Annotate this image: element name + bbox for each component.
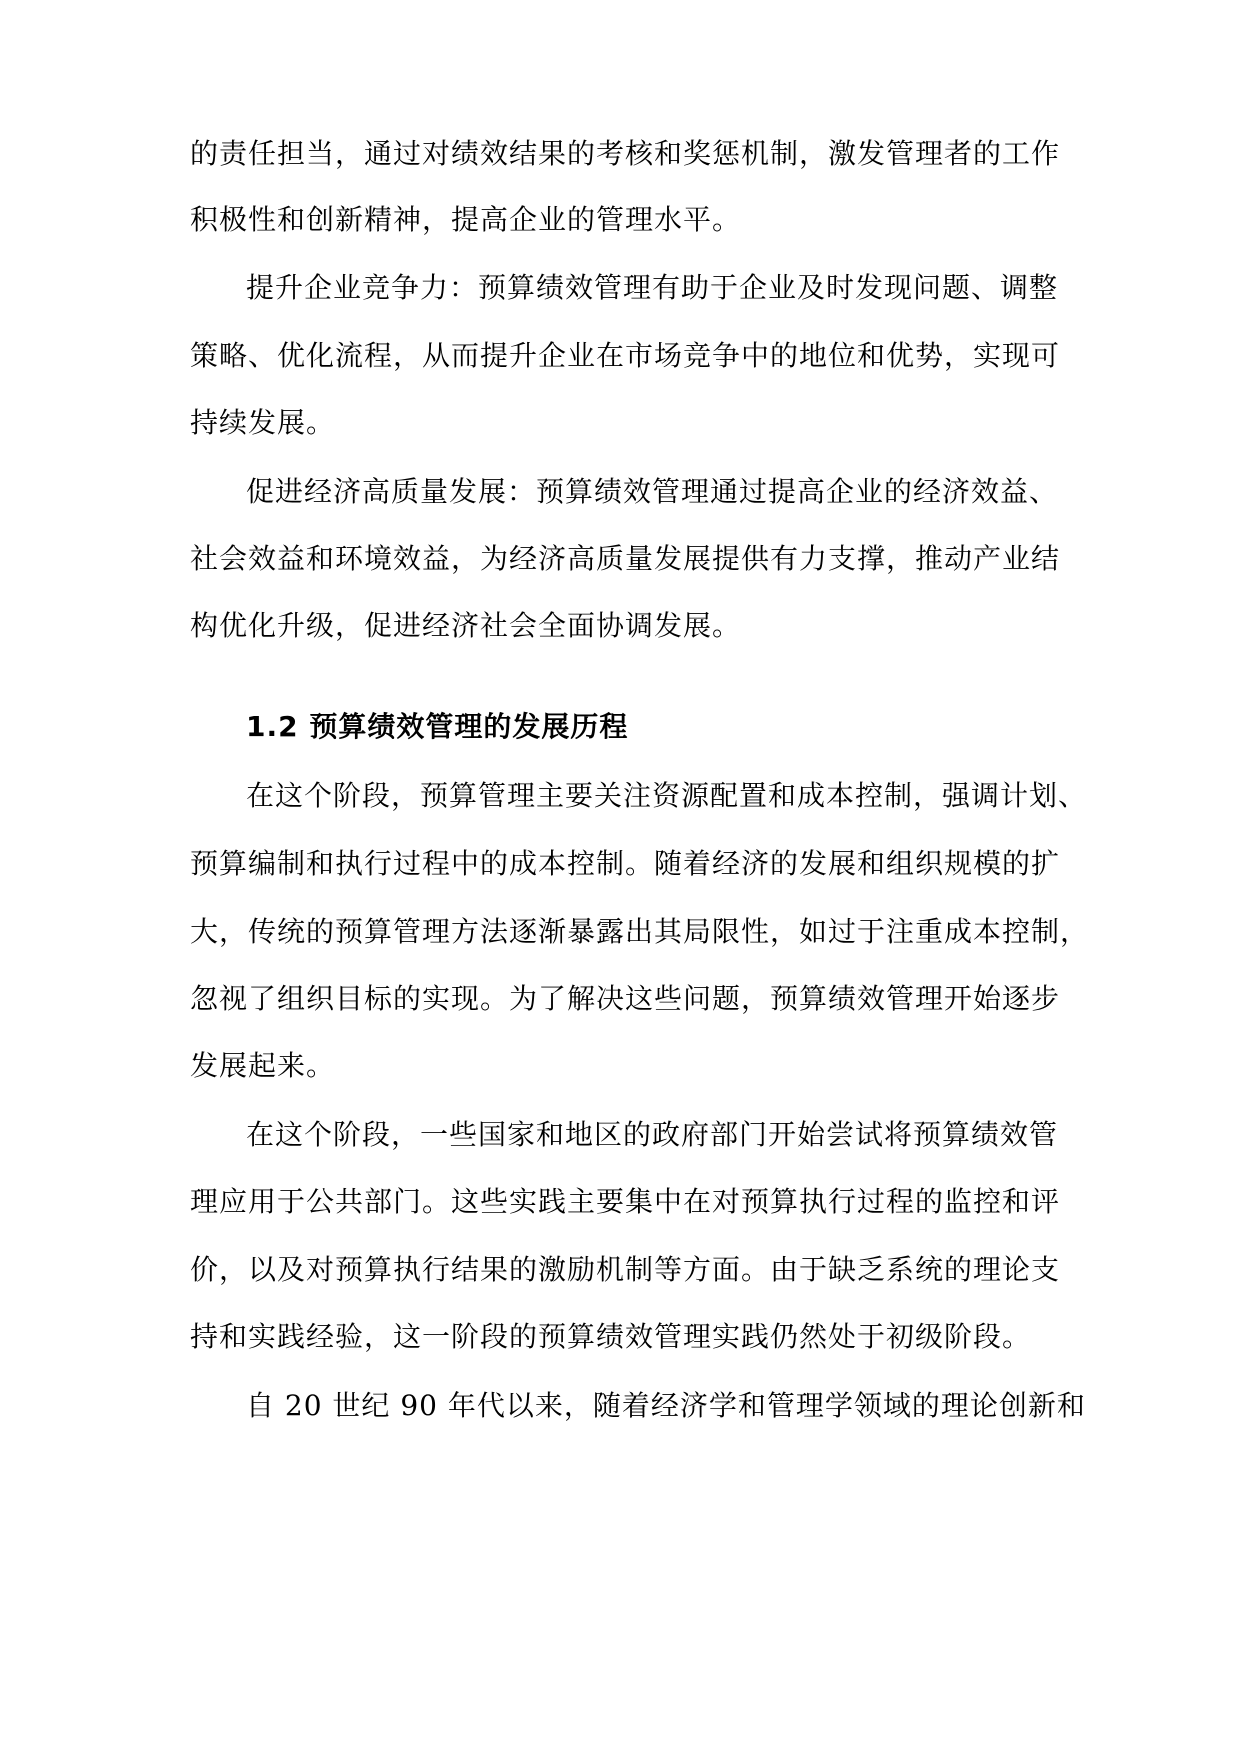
paragraph-line: 在这个阶段，一些国家和地区的政府部门开始尝试将预算绩效管 [246, 1118, 1059, 1151]
paragraph-line: 发展起来。 [190, 1049, 336, 1082]
paragraph-line: 在这个阶段，预算管理主要关注资源配置和成本控制，强调计划、 [246, 779, 1088, 812]
paragraph-line: 社会效益和环境效益，为经济高质量发展提供有力支撑，推动产业结 [190, 542, 1061, 575]
paragraph-line: 忽视了组织目标的实现。为了解决这些问题，预算绩效管理开始逐步 [190, 982, 1061, 1015]
paragraph-line: 促进经济高质量发展：预算绩效管理通过提高企业的经济效益、 [246, 475, 1059, 508]
paragraph-line: 积极性和创新精神，提高企业的管理水平。 [190, 203, 742, 236]
paragraph-line: 价，以及对预算执行结果的激励机制等方面。由于缺乏系统的理论支 [190, 1253, 1061, 1286]
paragraph-line: 自 20 世纪 90 年代以来，随着经济学和管理学领域的理论创新和 [246, 1389, 1086, 1422]
paragraph-line: 构优化升级，促进经济社会全面协调发展。 [190, 609, 742, 642]
paragraph-line: 策略、优化流程，从而提升企业在市场竞争中的地位和优势，实现可 [190, 339, 1061, 372]
paragraph-line: 持续发展。 [190, 406, 336, 439]
paragraph-line: 的责任担当，通过对绩效结果的考核和奖惩机制，激发管理者的工作 [190, 137, 1061, 170]
section-heading: 1.2 预算绩效管理的发展历程 [246, 710, 629, 743]
paragraph-line: 大，传统的预算管理方法逐渐暴露出其局限性，如过于注重成本控制， [190, 915, 1090, 948]
paragraph-line: 预算编制和执行过程中的成本控制。随着经济的发展和组织规模的扩 [190, 847, 1061, 880]
paragraph-line: 持和实践经验，这一阶段的预算绩效管理实践仍然处于初级阶段。 [190, 1320, 1032, 1353]
paragraph-line: 提升企业竞争力：预算绩效管理有助于企业及时发现问题、调整 [246, 271, 1059, 304]
paragraph-line: 理应用于公共部门。这些实践主要集中在对预算执行过程的监控和评 [190, 1185, 1061, 1218]
